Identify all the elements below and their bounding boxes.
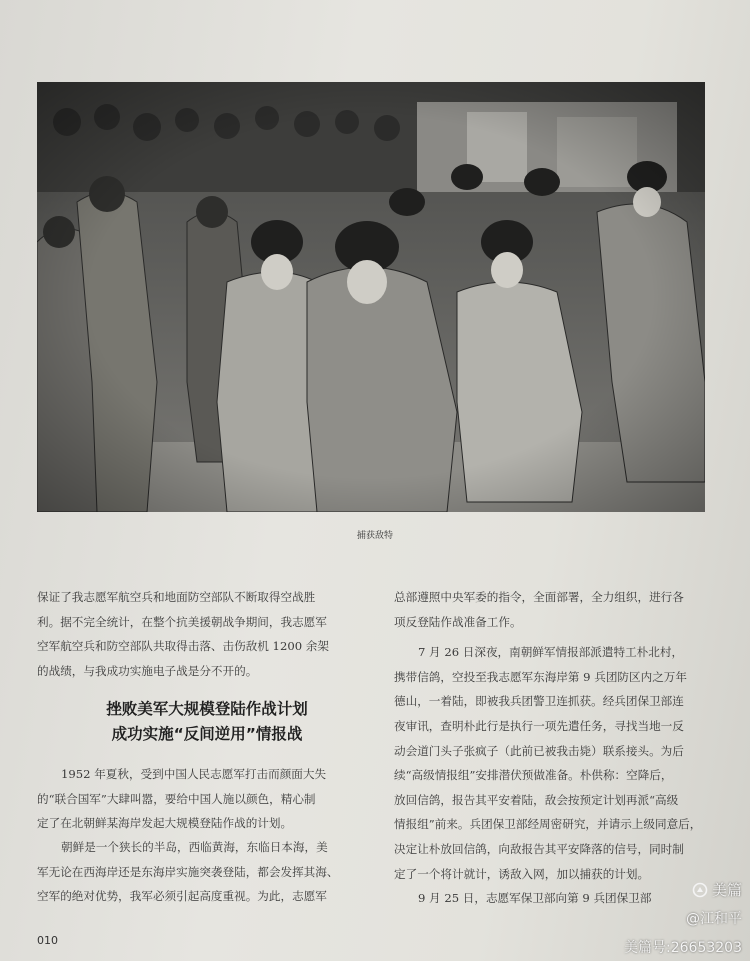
left-paragraph-1 xyxy=(37,762,377,836)
photo-illustration xyxy=(37,82,705,512)
left-paragraph-2 xyxy=(37,835,377,909)
text-line: 的“联合国军”大肆叫嚣，要给中国人施以颜色，精心制 xyxy=(37,791,316,806)
watermark-account: 美篇号:26653203 xyxy=(624,940,742,956)
text-line: 放回信鸽，报告其平安着陆，敌会按预定计划再派“高级 xyxy=(394,792,679,807)
text-line: 7 月 26 日深夜，南朝鲜军情报部派遣特工朴北村， xyxy=(418,645,684,660)
watermark-brand-text: 美篇 xyxy=(711,881,742,899)
right-column xyxy=(394,585,719,911)
historical-photo xyxy=(37,82,705,512)
text-line: 决定让朴放回信鸽，向敌报告其平安降落的信号，同时制 xyxy=(394,841,684,856)
text-line: 定了一个将计就计，诱敌入网，加以捕获的计划。 xyxy=(394,866,650,881)
meipian-logo-icon xyxy=(692,882,708,898)
text-line: 夜审讯，查明朴此行是执行一项先遣任务，寻找当地一反 xyxy=(394,718,684,733)
left-column-intro xyxy=(37,585,377,683)
text-line: 总部遵照中央军委的指令，全面部署，全力组织，进行各 xyxy=(394,590,684,604)
text-line: 携带信鸽，空投至我志愿军东海岸第 9 兵团防区内之万年 xyxy=(394,669,687,684)
text-line: 利。据不完全统计，在整个抗美援朝战争期间，我志愿军 xyxy=(37,614,327,629)
text-line: 军无论在西海岸还是东海岸实施突袭登陆，都会发挥其海、 xyxy=(37,864,339,879)
text-line: 朝鲜是一个狭长的半岛，西临黄海，东临日本海，美 xyxy=(61,840,328,854)
section-heading-line2: 成功实施“反间逆用”情报战 xyxy=(111,725,303,743)
photo-caption: 捕获敌特 xyxy=(356,531,393,541)
text-line: 定了在北朝鲜某海岸发起大规模登陆作战的计划。 xyxy=(37,816,293,831)
text-line: 德山，一着陆，即被我兵团警卫连抓获。经兵团保卫部连 xyxy=(394,694,684,709)
text-line: 动会道门头子张疯子（此前已被我击毙）联系接头。为后 xyxy=(394,743,684,758)
page-number: 010 xyxy=(37,934,58,947)
text-line: 续“高级情报组”安排潜伏预做准备。朴供称：空降后， xyxy=(394,768,673,783)
section-heading-line1: 挫败美军大规模登陆作战计划 xyxy=(106,700,308,718)
watermark-brand xyxy=(692,879,742,900)
text-line: 空军的绝对优势，我军必须引起高度重视。为此，志愿军 xyxy=(37,889,327,904)
text-line: 9 月 25 日，志愿军保卫部向第 9 兵团保卫部 xyxy=(418,891,652,906)
text-line: 1952 年夏秋，受到中国人民志愿军打击而颜面大失 xyxy=(61,767,327,781)
text-line: 保证了我志愿军航空兵和地面防空部队不断取得空战胜 xyxy=(37,590,316,604)
text-line: 情报组”前来。兵团保卫部经周密研究，并请示上级同意后， xyxy=(394,817,702,832)
watermark-author: @江和平 xyxy=(686,911,742,927)
text-line: 的战绩，与我成功实施电子战是分不开的。 xyxy=(37,663,258,678)
text-line: 项反登陆作战准备工作。 xyxy=(394,614,522,629)
text-line: 空军航空兵和防空部队共取得击落、击伤敌机 1200 余架 xyxy=(37,639,329,654)
